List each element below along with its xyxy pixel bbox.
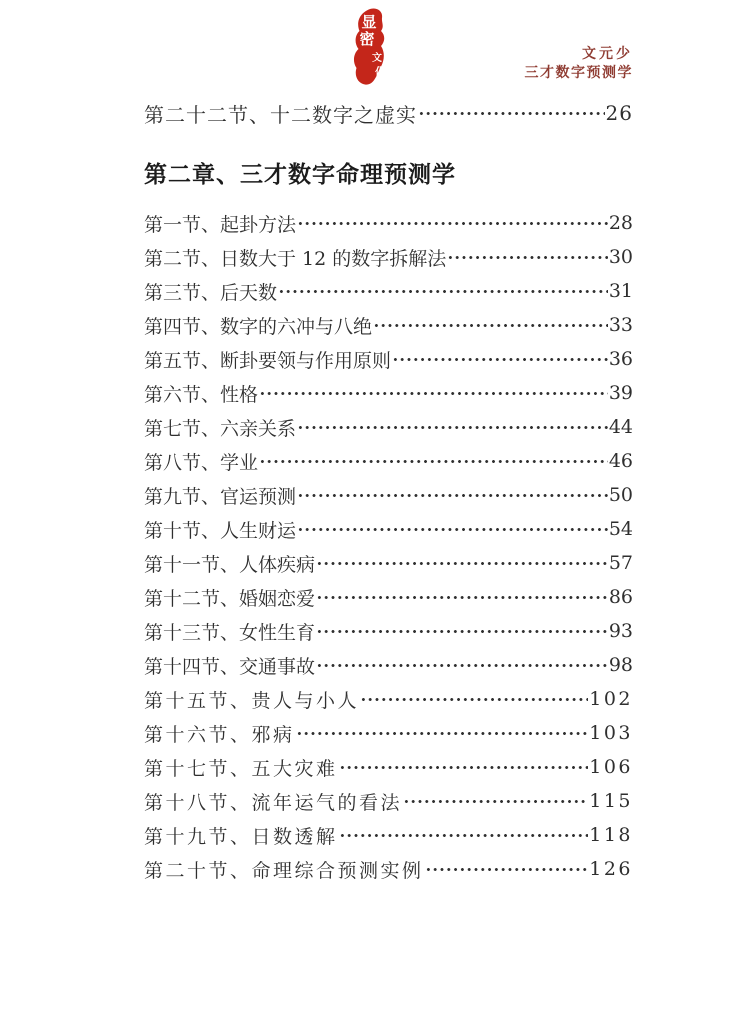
toc-entry xyxy=(144,206,633,240)
toc-entry xyxy=(144,342,633,376)
toc-entry-page: 39 xyxy=(608,382,633,404)
toc-entry-page: 102 xyxy=(589,688,633,710)
toc-entry xyxy=(144,750,633,784)
toc-entry-title: 第十六节、邪病 xyxy=(144,723,295,746)
toc-entry xyxy=(144,478,633,512)
toc-entry-title: 第十三节、女性生育 xyxy=(144,621,316,644)
toc-entry-title: 第一节、起卦方法 xyxy=(144,213,297,236)
dot-leader xyxy=(373,308,608,342)
seal-char-4: 化 xyxy=(375,67,385,78)
toc-entry xyxy=(144,852,633,886)
toc-entry-page: 93 xyxy=(608,620,633,642)
toc-entry-title: 第六节、性格 xyxy=(144,383,259,406)
seal-stamp-icon xyxy=(346,8,394,88)
toc-entry xyxy=(144,274,633,308)
toc-entry xyxy=(144,308,633,342)
dot-leader xyxy=(316,648,608,682)
toc-entry-page: 57 xyxy=(608,552,633,574)
toc-entry xyxy=(144,240,633,274)
publisher-seal xyxy=(346,8,394,88)
dot-leader xyxy=(259,376,608,410)
seal-char-2: 密 xyxy=(359,30,375,48)
toc-entry xyxy=(144,614,633,648)
dot-leader xyxy=(360,682,588,716)
toc-entry-page: 118 xyxy=(589,824,633,846)
dot-leader xyxy=(339,750,589,784)
toc-entry-title: 第十八节、流年运气的看法 xyxy=(144,791,403,814)
toc-entry xyxy=(144,376,633,410)
toc-entry-page: 28 xyxy=(608,212,633,234)
toc-entry-title: 第三节、后天数 xyxy=(144,281,278,304)
toc-entry-page: 33 xyxy=(608,314,633,336)
seal-char-3: 文 xyxy=(372,53,382,64)
toc-entry-carryover xyxy=(144,96,633,130)
toc-entry-title: 第十二节、婚姻恋爱 xyxy=(144,587,316,610)
dot-leader xyxy=(259,444,608,478)
dot-leader xyxy=(296,716,589,750)
toc-entry-title: 第二十二节、十二数字之虚实 xyxy=(144,102,417,127)
toc-entry xyxy=(144,512,633,546)
toc-entry-title: 第十九节、日数透解 xyxy=(144,825,338,848)
toc-entry-page: 98 xyxy=(608,654,633,676)
toc-entry-page: 46 xyxy=(608,450,633,472)
toc-entry xyxy=(144,580,633,614)
toc-entry-title: 第八节、学业 xyxy=(144,451,259,474)
toc-entry-title: 第五节、断卦要领与作用原则 xyxy=(144,349,392,372)
running-head xyxy=(525,45,634,83)
toc-entry-page: 31 xyxy=(608,280,633,302)
dot-leader xyxy=(447,240,608,274)
dot-leader xyxy=(316,614,608,648)
dot-leader xyxy=(297,512,608,546)
toc-entry-title: 第十节、人生财运 xyxy=(144,519,297,542)
dot-leader xyxy=(297,206,608,240)
toc-entry xyxy=(144,410,633,444)
table-of-contents xyxy=(144,96,633,886)
toc-entry-page: 44 xyxy=(608,416,633,438)
chapter-heading: 第二章、三才数字命理预测学 xyxy=(144,161,456,188)
toc-entry xyxy=(144,716,633,750)
toc-entry-title: 第九节、官运预测 xyxy=(144,485,297,508)
author-name: 文元少 xyxy=(582,46,633,62)
dot-leader xyxy=(278,274,608,308)
toc-entry-page: 26 xyxy=(605,101,633,125)
dot-leader xyxy=(316,580,608,614)
toc-entry xyxy=(144,784,633,818)
toc-entry-page: 126 xyxy=(589,858,633,880)
dot-leader xyxy=(425,852,589,886)
toc-entry xyxy=(144,818,633,852)
toc-entry-title: 第七节、六亲关系 xyxy=(144,417,297,440)
toc-entry-title: 第十一节、人体疾病 xyxy=(144,553,316,576)
toc-entry-title: 第十五节、贵人与小人 xyxy=(144,689,360,712)
seal-char-1: 显 xyxy=(361,13,377,31)
toc-entry-page: 86 xyxy=(608,586,633,608)
toc-entry-title: 第二节、日数大于 12 的数字拆解法 xyxy=(144,247,447,270)
dot-leader xyxy=(316,546,608,580)
dot-leader xyxy=(418,96,605,130)
toc-entry-title: 第四节、数字的六冲与八绝 xyxy=(144,315,373,338)
toc-entry-page: 103 xyxy=(589,722,633,744)
book-title: 三才数字预测学 xyxy=(524,65,633,81)
dot-leader xyxy=(392,342,608,376)
toc-entry-title: 第十四节、交通事故 xyxy=(144,655,316,678)
dot-leader xyxy=(297,478,608,512)
dot-leader xyxy=(339,818,589,852)
dot-leader xyxy=(297,410,608,444)
toc-entry-title: 第十七节、五大灾难 xyxy=(144,757,338,780)
toc-entry-page: 54 xyxy=(608,518,633,540)
toc-entry-title: 第二十节、命理综合预测实例 xyxy=(144,859,424,882)
toc-entry-page: 30 xyxy=(608,246,633,268)
dot-leader xyxy=(403,784,588,818)
toc-entry-page: 106 xyxy=(589,756,633,778)
toc-entry xyxy=(144,648,633,682)
toc-entry xyxy=(144,546,633,580)
toc-entry xyxy=(144,682,633,716)
toc-entry-page: 36 xyxy=(608,348,633,370)
toc-entry xyxy=(144,444,633,478)
toc-entry-page: 50 xyxy=(608,484,633,506)
toc-entry-page: 115 xyxy=(589,790,633,812)
toc-entry-list xyxy=(144,206,633,886)
